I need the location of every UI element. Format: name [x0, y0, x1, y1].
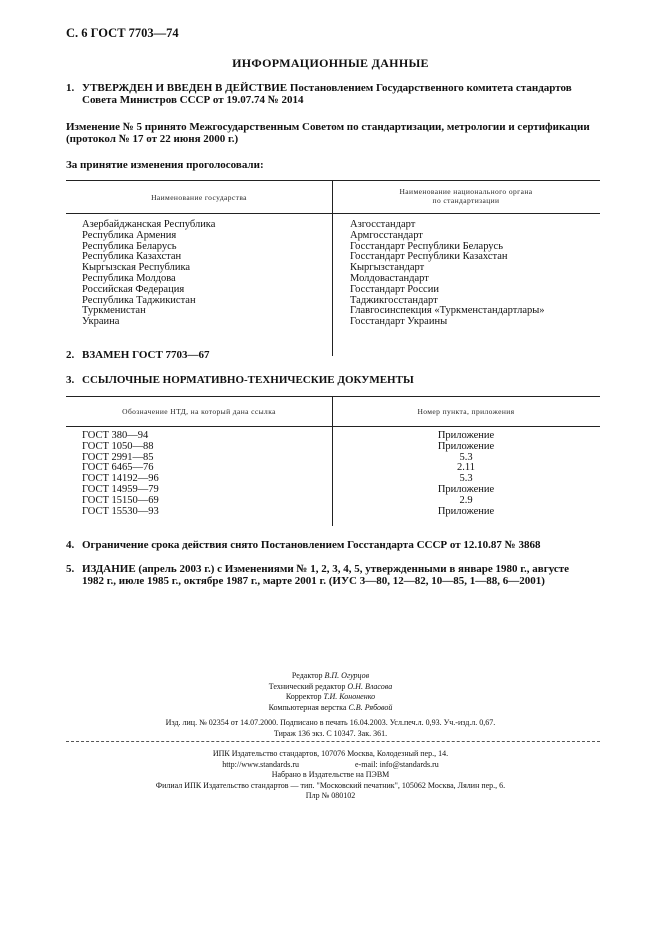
item-3 [66, 374, 601, 386]
ref-doc: ГОСТ 14959—79 [82, 483, 159, 495]
ref-doc: ГОСТ 14192—96 [82, 473, 159, 485]
publishing-line-1: Изд. лиц. № 02354 от 14.07.2000. Подписано в печать 16.04.2003. Усл.печ.л. 0,93. Уч.-изд.л. 0,67. [165, 718, 496, 727]
state-name: Республика Казахстан [82, 251, 182, 263]
publisher-line-4: Филиал ИПК Издательство стандартов — тип. "Московский печатник", 105062 Москва, Лялин пер., 6. [155, 780, 506, 790]
change-note [66, 121, 601, 145]
ref-doc: ГОСТ 15150—69 [82, 494, 159, 506]
standards-body: Азгосстандарт [350, 219, 416, 230]
standards-body: Главгосинспекция «Туркменстандартлары» [350, 305, 545, 317]
credit-tech-label: Технический редактор [268, 681, 346, 691]
change-note-line-1: Изменение № 5 принято Межгосударственным Советом по стандартизации, метрологии и сертификации [66, 121, 590, 133]
publishing-info [0, 718, 661, 739]
state-name: Республика Таджикистан [82, 294, 196, 306]
credits-block [0, 671, 661, 713]
standards-body: Госстандарт России [350, 283, 439, 295]
item-2-number: 2. [66, 349, 75, 361]
ref-clause: 2.9 [459, 494, 473, 506]
credit-proof-name: Т.И. Кононенко [323, 692, 376, 701]
credit-layout-name: С.В. Рябовой [348, 702, 393, 712]
publisher-url: http://www.standards.ru [222, 759, 299, 769]
voted-label: За принятие изменения проголосовали: [66, 159, 264, 171]
voting-col-body-header-line-2: по стандартизации [432, 196, 500, 205]
credit-layout [0, 703, 661, 714]
standards-body: Армгосстандарт [350, 229, 423, 241]
publisher-contacts [0, 760, 661, 771]
credit-editor-label: Редактор [291, 671, 323, 680]
item-1-number: 1. [66, 82, 75, 94]
ref-doc: ГОСТ 1050—88 [82, 440, 154, 452]
item-2 [66, 349, 601, 361]
item-3-number: 3. [66, 374, 75, 386]
item-5-line-1: ИЗДАНИЕ (апрель 2003 г.) с Изменениями № 1, 2, 3, 4, 5, утвержденными в январе 1980 г., августе [82, 563, 570, 575]
item-5-number: 5. [66, 563, 75, 575]
ref-doc: ГОСТ 6465—76 [82, 462, 154, 474]
item-4-text: Ограничение срока действия снято Постановлением Госстандарта СССР от 12.10.87 № 3868 [82, 539, 541, 551]
voting-col-state-header: Наименование государства [151, 193, 247, 202]
state-name: Украина [82, 316, 120, 328]
state-name: Республика Молдова [82, 272, 176, 284]
ref-clause: Приложение [437, 430, 495, 441]
publisher-line-3: Набрано в Издательстве на ПЭВМ [271, 770, 390, 779]
page-header: С. 6 ГОСТ 7703—74 [66, 26, 179, 40]
ref-clauses-list [332, 431, 600, 517]
item-1 [66, 82, 601, 106]
standards-body: Кыргызстандарт [350, 262, 425, 274]
state-name: Российская Федерация [82, 283, 185, 295]
item-4-number: 4. [66, 539, 75, 551]
publishing-line-2: Тираж 136 экз. С 10347. Зак. 361. [273, 728, 388, 738]
change-note-line-2: (протокол № 17 от 22 июня 2000 г.) [66, 133, 239, 145]
item-1-line-1: УТВЕРЖДЕН И ВВЕДЕН В ДЕЙСТВИЕ Постановлением Государственного комитета стандартов [82, 82, 572, 94]
credit-editor [0, 671, 661, 682]
credit-proof-label: Корректор [285, 692, 322, 701]
standards-body: Госстандарт Республики Беларусь [350, 240, 504, 252]
publisher-info [0, 749, 661, 802]
dashed-divider [66, 741, 600, 742]
item-2-text: ВЗАМЕН ГОСТ 7703—67 [82, 349, 210, 361]
state-name: Азербайджанская Республика [82, 219, 216, 230]
credit-tech-name: О.Н. Власова [347, 681, 393, 691]
voting-bodies-list [350, 220, 545, 328]
credit-proofreader [0, 692, 661, 703]
standards-body: Госстандарт Республики Казахстан [350, 251, 508, 263]
ref-clause: 5.3 [459, 473, 473, 485]
voting-table-divider [332, 180, 333, 356]
ref-clause: Приложение [437, 505, 495, 517]
state-name: Республика Беларусь [82, 240, 177, 252]
voting-col-body-header-line-1: Наименование национального органа [399, 187, 533, 196]
credit-editor-name: В.П. Огурцов [324, 671, 370, 680]
ref-col-doc-header: Обозначение НТД, на который дана ссылка [122, 407, 276, 416]
standards-body: Молдовастандарт [350, 272, 429, 284]
voting-col-body-header [332, 187, 600, 205]
standards-body: Таджикгосстандарт [350, 294, 438, 306]
ref-doc: ГОСТ 380—94 [82, 430, 149, 441]
state-name: Кыргызская Республика [82, 262, 191, 274]
item-4 [66, 539, 601, 551]
publisher-line-5: Плр № 080102 [305, 791, 356, 800]
credit-tech-editor [0, 682, 661, 693]
ref-clause: Приложение [437, 440, 495, 452]
ref-clause: 5.3 [459, 451, 473, 463]
item-5-line-2: 1982 г., июле 1985 г., октябре 1987 г., марте 2001 г. (ИУС 3—80, 12—82, 10—85, 1—88, 6—2001) [82, 575, 545, 587]
voting-states-list [82, 220, 215, 328]
publisher-email: e-mail: info@standards.ru [355, 759, 439, 769]
state-name: Туркменистан [82, 305, 146, 317]
item-3-text: ССЫЛОЧНЫЕ НОРМАТИВНО-ТЕХНИЧЕСКИЕ ДОКУМЕНТЫ [82, 374, 414, 386]
item-5 [66, 563, 601, 587]
standards-body: Госстандарт Украины [350, 316, 448, 328]
item-1-line-2: Совета Министров СССР от 19.07.74 № 2014 [82, 94, 304, 106]
ref-doc: ГОСТ 15530—93 [82, 505, 159, 517]
state-name: Республика Армения [82, 229, 177, 241]
ref-docs-list [82, 431, 159, 517]
ref-col-clause-header: Номер пункта, приложения [417, 407, 515, 416]
credit-layout-label: Компьютерная верстка [268, 702, 347, 712]
section-title: ИНФОРМАЦИОННЫЕ ДАННЫЕ [232, 56, 429, 70]
ref-clause: 2.11 [457, 462, 475, 474]
ref-clause: Приложение [437, 483, 495, 495]
ref-doc: ГОСТ 2991—85 [82, 451, 154, 463]
publisher-line-1: ИПК Издательство стандартов, 107076 Москва, Колодезный пер., 14. [212, 749, 449, 758]
